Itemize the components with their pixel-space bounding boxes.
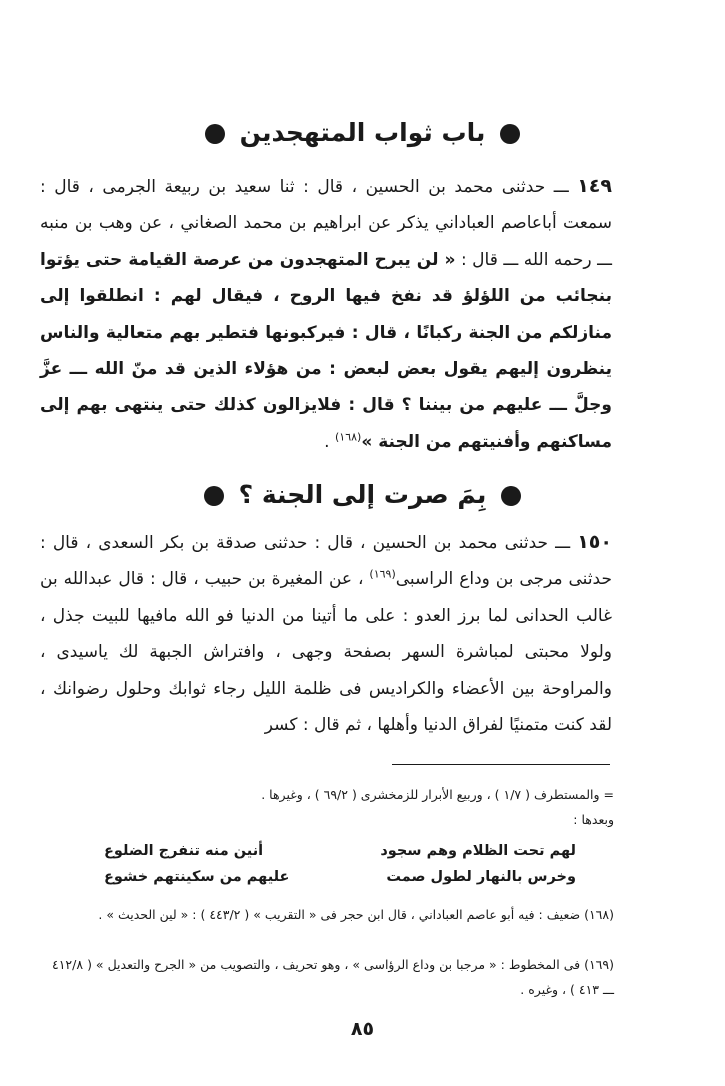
poem-verses [104,838,576,890]
footnote-after-label: وبعدها : [573,812,614,827]
footnote-168-text: (١٦٨) ضعيف : فيه أبو عاصم العباداني ، قال ابن حجر فى « التقريب » ( ٤٤٣/٢ ) : « لين الحديث » . [98,907,614,922]
quoted-text: « لن يبرح المتهجدون من عرصة القيامة حتى يؤتوا بنجائب من اللؤلؤ قد نفخ فيها الروح ، فيقال لهم : انطلقوا إلى منازلكم من الجنة ركبانًا ، قال : فيركبونها فتطير بهم متعالية والناس ينظرون إليهم يقول بعض لبعض : من هؤلاء الذين قد منّ الله ـــ عزَّ وجلَّ ـــ عليهم من بيننا ؟ قال : فلايزالون كذلك حتى ينتهى بهم إلى مساكنهم وأفنيتهم من الجنة » [40,249,612,452]
hemistich-left: عليهم من سكينتهم خشوع [104,869,290,885]
poem-line [104,864,576,890]
footnote-ref-168: (١٦٨) [334,430,362,444]
paragraph-149 [40,168,612,460]
hadith-number: ١٤٩ [577,175,612,197]
isnad-text: ـــ حدثنى محمد بن الحسين ، قال : ثنا سعيد بن ربيعة الجرمى ، قال : سمعت أباعاصم العباداني يذكر عن ابراهيم بن محمد الصغاني ، عن وهب بن منبه ـــ رحمه الله ـــ قال : [40,177,613,270]
footnote-cont-line: = والمستطرف ( ١/٧ ) ، وربيع الأبرار للزمخشرى ( ٦٩/٢ ) ، وغيرها . [261,787,614,802]
hemistich-right: وخرس بالنهار لطول صمت [386,869,576,885]
section-heading-2 [0,478,725,512]
footnote-continuation [52,782,614,832]
paragraph-end: . [324,431,335,452]
bullet-icon [205,124,225,144]
footnote-168 [52,902,614,927]
bullet-icon [204,486,224,506]
footnote-divider [392,764,610,765]
footnote-169 [52,952,614,1002]
hemistich-left: أنين منه تنفرج الضلوع [104,843,264,859]
section-title-2: بِمَ صرت إلى الجنة ؟ [238,480,487,509]
body-text-part-1: ـــ حدثنى محمد بن الحسين ، قال : حدثنى صدقة بن بكر السعدى ، قال : حدثنى مرجى بن وداع الراسبى [40,533,612,590]
paragraph-150 [40,524,612,743]
hadith-number: ١٥٠ [577,531,612,553]
footnote-ref-169: (١٦٩) [369,567,396,581]
footnote-169-text: (١٦٩) فى المخطوط : « مرجبا بن وداع الرؤاسى » ، وهو تحريف ، والتصويب من « الجرح والتعديل » ( ٤١٢/٨ ـــ ٤١٣ ) ، وغيره . [52,957,614,997]
hemistich-right: لهم تحت الظلام وهم سجود [380,843,576,859]
poem-line [104,838,576,864]
section-title-1: باب ثواب المتهجدين [239,118,486,147]
bullet-icon [500,124,520,144]
bullet-icon [501,486,521,506]
section-heading-1 [0,116,725,150]
body-text-part-2: ، عن المغيرة بن حبيب ، قال : قال عبدالله بن غالب الحدانى لما برز العدو : على ما أتينا من الدنيا فو الله مافيها للبيت جذل ، ولولا محبتى لمباشرة السهر بصفحة وجهى ، وافتراش الجبهة لك ياسيدى ، والمراوحة بين الأعضاء والكراديس فى ظلمة الليل رجاء ثوابك وحلول رضوانك ، لقد كنت متمنيًا لفراق الدنيا وأهلها ، ثم قال : كسر [40,569,612,736]
page-number: ٨٥ [350,1018,375,1040]
